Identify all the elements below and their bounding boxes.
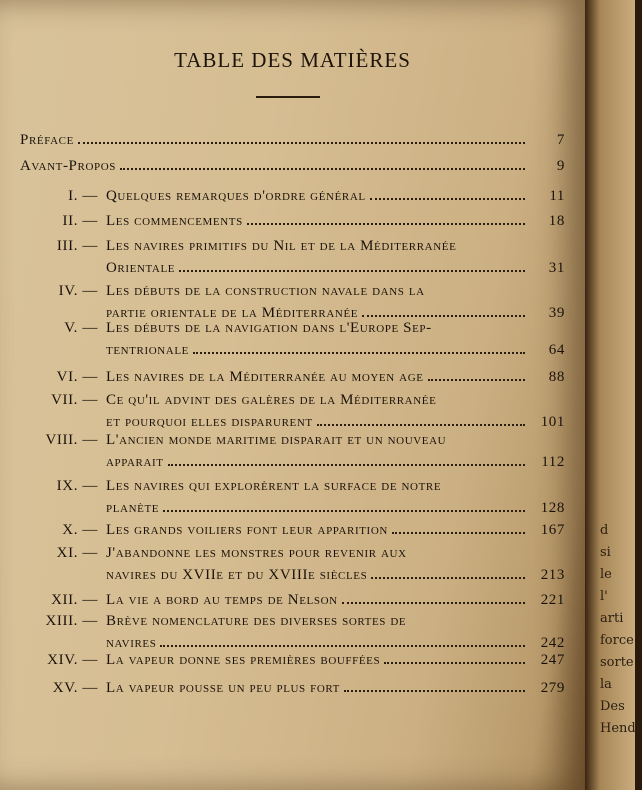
toc-entry bbox=[20, 320, 565, 360]
toc-entry bbox=[20, 678, 565, 698]
dot-leader bbox=[179, 258, 525, 272]
page-number: 221 bbox=[540, 592, 565, 608]
right-page-fragment: sorte bbox=[600, 655, 634, 670]
chapter-title: J'abandonne les monstres pour revenir aux bbox=[106, 545, 407, 561]
toc-entry bbox=[20, 186, 565, 206]
right-page-fragment: force bbox=[600, 633, 634, 648]
dot-leader bbox=[163, 498, 525, 512]
chapter-title: tentrionale bbox=[106, 342, 189, 358]
dot-leader bbox=[342, 590, 525, 604]
chapter-number: II. — bbox=[62, 213, 98, 229]
chapter-number: VI. — bbox=[56, 369, 98, 385]
page-number: 11 bbox=[549, 188, 565, 204]
chapter-title: navires du XVIIe et du XVIIIe siècles bbox=[106, 567, 368, 583]
toc-entry bbox=[20, 211, 565, 231]
page-number: 112 bbox=[541, 454, 565, 470]
right-page-fragment: Des bbox=[600, 699, 625, 714]
chapter-number: XV. — bbox=[52, 680, 98, 696]
dot-leader bbox=[247, 211, 525, 225]
toc-entry bbox=[20, 238, 565, 278]
chapter-number: XIV. — bbox=[47, 652, 98, 668]
chapter-title: Orientale bbox=[106, 260, 176, 276]
toc-entry bbox=[20, 283, 565, 323]
chapter-number: XIII. — bbox=[45, 613, 98, 629]
dot-leader bbox=[344, 678, 525, 692]
right-page-text-fragments bbox=[600, 520, 642, 740]
chapter-title: navires bbox=[106, 635, 157, 651]
toc-entry bbox=[20, 520, 565, 540]
toc-entry bbox=[20, 432, 565, 472]
chapter-number: III. — bbox=[56, 238, 98, 254]
chapter-title: Les grands voiliers font leur apparition bbox=[106, 522, 388, 538]
page-number: 7 bbox=[556, 132, 565, 148]
page-number: 31 bbox=[548, 260, 565, 276]
dot-leader bbox=[370, 186, 525, 200]
chapter-number: X. — bbox=[62, 522, 98, 538]
page-number: 242 bbox=[540, 635, 565, 651]
dot-leader bbox=[428, 367, 525, 381]
dot-leader bbox=[317, 412, 525, 426]
dot-leader bbox=[160, 633, 525, 647]
chapter-title: Les navires qui explorèrent la surface de notre bbox=[106, 478, 442, 494]
title-divider bbox=[256, 96, 320, 98]
toc-entry bbox=[20, 392, 565, 432]
chapter-title: La vapeur pousse un peu plus fort bbox=[106, 680, 340, 696]
chapter-title: Brève nomenclature des diverses sortes de bbox=[106, 613, 407, 629]
toc-entry bbox=[20, 130, 565, 150]
chapter-title: planète bbox=[106, 500, 160, 516]
dot-leader bbox=[168, 452, 525, 466]
chapter-title: La vapeur donne ses premières bouffées bbox=[106, 652, 381, 668]
dot-leader bbox=[193, 340, 525, 354]
chapter-title: Préface bbox=[20, 132, 74, 148]
toc-entry bbox=[20, 590, 565, 610]
right-page-fragment: arti bbox=[600, 611, 624, 626]
chapter-number: XI. — bbox=[56, 545, 98, 561]
chapter-number: VIII. — bbox=[45, 432, 98, 448]
chapter-title: Les commencements bbox=[106, 213, 243, 229]
toc-entry bbox=[20, 545, 565, 585]
page-number: 167 bbox=[540, 522, 565, 538]
chapter-number: VII. — bbox=[51, 392, 98, 408]
chapter-number: V. — bbox=[64, 320, 98, 336]
chapter-title: Ce qu'il advint des galères de la Méditerranée bbox=[106, 392, 437, 408]
toc-entry bbox=[20, 650, 565, 670]
dot-leader bbox=[120, 156, 525, 170]
chapter-title: Avant-Propos bbox=[20, 158, 116, 174]
page-number: 88 bbox=[548, 369, 565, 385]
page-number: 64 bbox=[548, 342, 565, 358]
chapter-title: Les navires primitifs du Nil et de la Méditerranée bbox=[106, 238, 457, 254]
chapter-number: IX. — bbox=[56, 478, 98, 494]
right-page-fragment: si bbox=[600, 545, 611, 560]
page-number: 279 bbox=[540, 680, 565, 696]
dot-leader bbox=[78, 130, 525, 144]
page-number: 9 bbox=[556, 158, 565, 174]
dot-leader bbox=[384, 650, 525, 664]
right-page-fragment: Hendr bbox=[600, 721, 642, 736]
page-number: 18 bbox=[548, 213, 565, 229]
page-number: 101 bbox=[540, 414, 565, 430]
chapter-title: Les navires de la Méditerranée au moyen age bbox=[106, 369, 424, 385]
dot-leader bbox=[392, 520, 525, 534]
chapter-title: Les débuts de la navigation dans l'Europe Sep- bbox=[106, 320, 432, 336]
chapter-title: partie orientale de la Méditerranée bbox=[106, 305, 359, 321]
chapter-title: et pourquoi elles disparurent bbox=[106, 414, 313, 430]
chapter-title: apparait bbox=[106, 454, 164, 470]
chapter-title: La vie a bord au temps de Nelson bbox=[106, 592, 338, 608]
chapter-number: IV. — bbox=[58, 283, 98, 299]
chapter-number: I. — bbox=[68, 188, 98, 204]
toc-entry bbox=[20, 367, 565, 387]
page-number: 128 bbox=[540, 500, 565, 516]
dot-leader bbox=[362, 303, 525, 317]
toc-entry bbox=[20, 613, 565, 653]
toc-entry bbox=[20, 478, 565, 518]
page-title: TABLE DES MATIÈRES bbox=[174, 48, 411, 72]
right-page-fragment: l' bbox=[600, 589, 608, 604]
page-number: 213 bbox=[540, 567, 565, 583]
chapter-number: XII. — bbox=[51, 592, 98, 608]
chapter-title: Les débuts de la construction navale dans la bbox=[106, 283, 425, 299]
page-number: 39 bbox=[548, 305, 565, 321]
chapter-title: L'ancien monde maritime disparait et un nouveau bbox=[106, 432, 447, 448]
right-page-fragment: la bbox=[600, 677, 612, 692]
chapter-title: Quelques remarques d'ordre général bbox=[106, 188, 366, 204]
toc-entry bbox=[20, 156, 565, 176]
page-number: 247 bbox=[540, 652, 565, 668]
right-page-fragment: le bbox=[600, 567, 612, 582]
right-page-fragment: d bbox=[600, 523, 609, 538]
dot-leader bbox=[371, 565, 525, 579]
